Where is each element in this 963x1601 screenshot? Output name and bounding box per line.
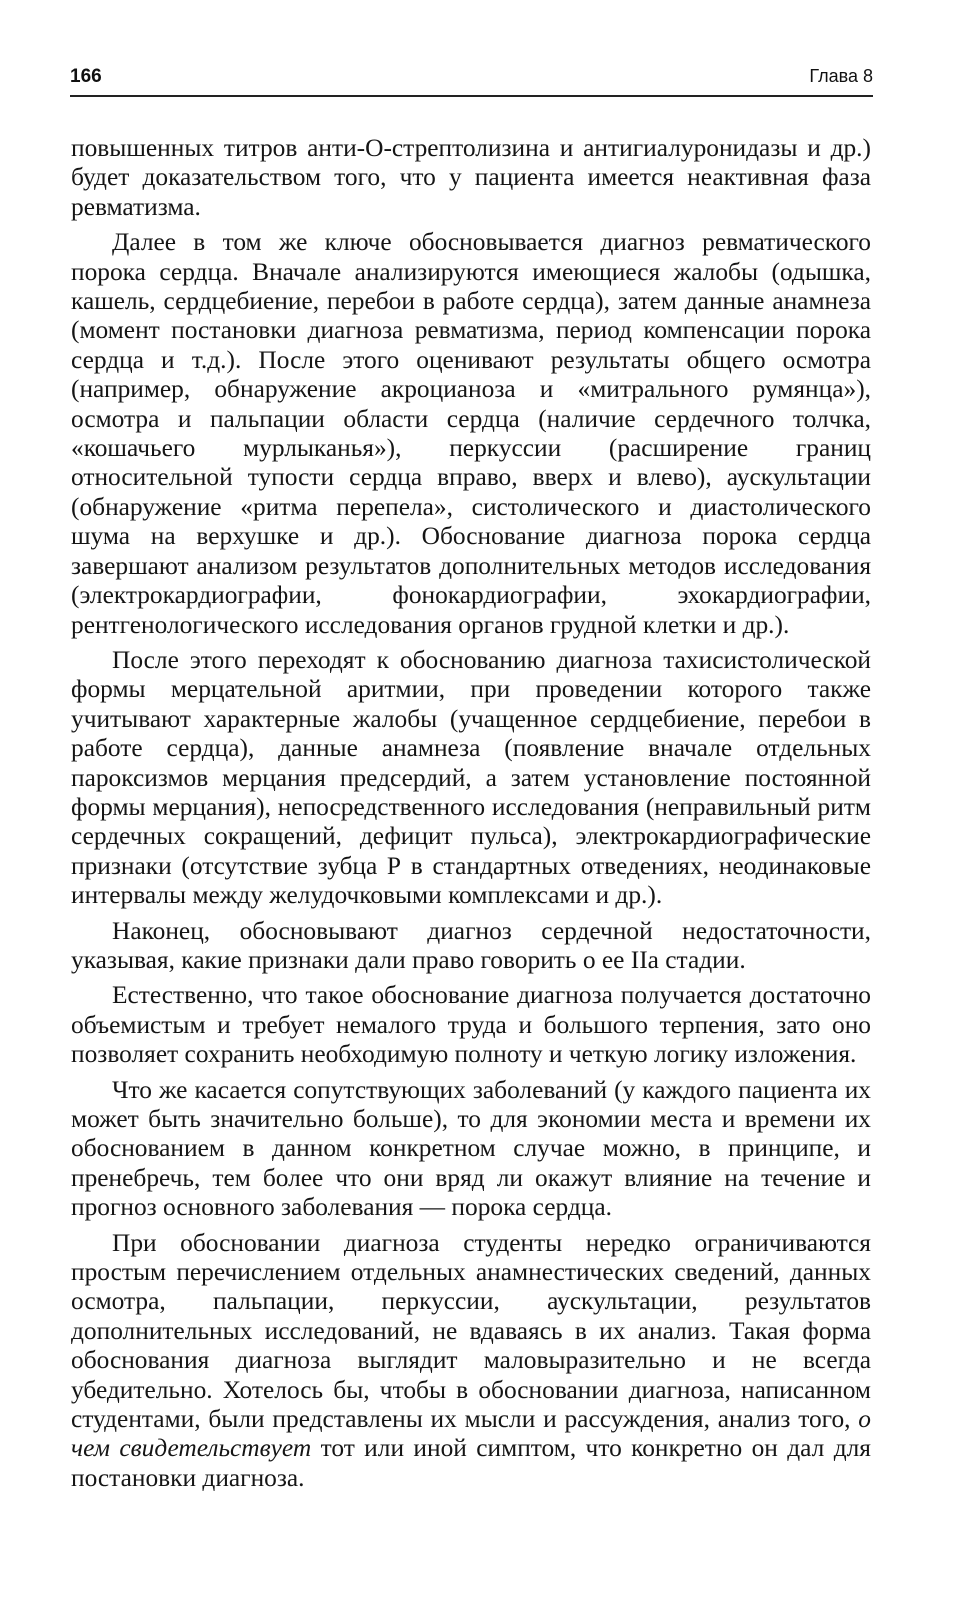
running-header [70,66,873,92]
paragraph-continuation: повышенных титров анти-О-стрептолизина и антигиалуронидазы и др.) будет доказательством того, что у пациента имеется неактивная фаза ревматизма. [71,134,871,221]
paragraph-students [71,1229,871,1494]
paragraph-students-italic: о чем свидетельствует [71,1405,871,1463]
body-text [71,134,871,1499]
paragraph-students-text-before: При обосновании диагноза студенты нередко ограничиваются простым перечислением отдельных анамнестических сведений, данных осмотра, пальпации, перкуссии, аускультации, результатов дополнительных исследований, не вдаваясь в их анализ. Такая форма обоснования диагноза выглядит маловыразительно и не всегда убедительно. Хотелось бы, чтобы в обосновании диагноза, написанном студентами, были представлены их мысли и рассуждения, анализ того, [71,1228,871,1434]
paragraph-volume: Естественно, что такое обоснование диагноза получается достаточно объемистым и требует немалого труда и большого терпения, зато оно позволяет сохранить необходимую полноту и четкую логику изложения. [71,981,871,1069]
paragraph-atrial-fibrillation: После этого переходят к обоснованию диагноза тахисистолической формы мерцательной аритмии, при проведении которого также учитывают характерные жалобы (учащенное сердцебиение, перебои в работе сердца), данные анамнеза (появление вначале отдельных пароксизмов мерцания предсердий, а затем установление постоянной формы мерцания), непосредственного исследования (неправильный ритм сердечных сокращений, дефицит пульса), электрокардиографические признаки (отсутствие зубца Р в стандартных отведениях, неодинаковые интервалы между желудочковыми комплексами и др.). [71,645,871,910]
page-number: 166 [70,66,102,87]
paragraph-students-text-after: тот или иной симптом, что конкретно он дал для постановки диагноза. [71,1434,871,1492]
chapter-title: Глава 8 [809,66,873,86]
paragraph-comorbidities: Что же касается сопутствующих заболеваний (у каждого пациента их может быть значительно больше), то для экономии места и времени их обоснованием в данном конкретном случае можно, в принципе, и пренебречь, тем более что они вряд ли окажут влияние на течение и прогноз основного заболевания — порока сердца. [71,1075,871,1222]
paragraph-heart-failure: Наконец, обосновывают диагноз сердечной недостаточности, указывая, какие признаки дали право говорить о ее IIа стадии. [71,916,871,974]
paragraph-rheumatic-defect: Далее в том же ключе обосновывается диагноз ревматического порока сердца. Вначале анализируются имеющиеся жалобы (одышка, кашель, сердцебиение, перебои в работе сердца), затем данные анамнеза (момент постановки диагноза ревматизма, период компенсации порока сердца и т.д.). После этого оценивают результаты общего осмотра (например, обнаружение акроцианоза и «митрального румянца»), осмотра и пальпации области сердца (наличие сердечного толчка, «кошачьего мурлыканья»), перкуссии (расширение границ относительной тупости сердца вправо, вверх и влево), аускультации (обнаружение «ритма перепела», систолического и диастолического шума на верхушке и др.). Обоснование диагноза порока сердца завершают анализом результатов дополнительных методов исследования (электрокардиографии, фонокардиографии, эхокардиографии, рентгенологического исследования органов грудной клетки и др.). [71,228,871,639]
header-rule [70,95,873,97]
